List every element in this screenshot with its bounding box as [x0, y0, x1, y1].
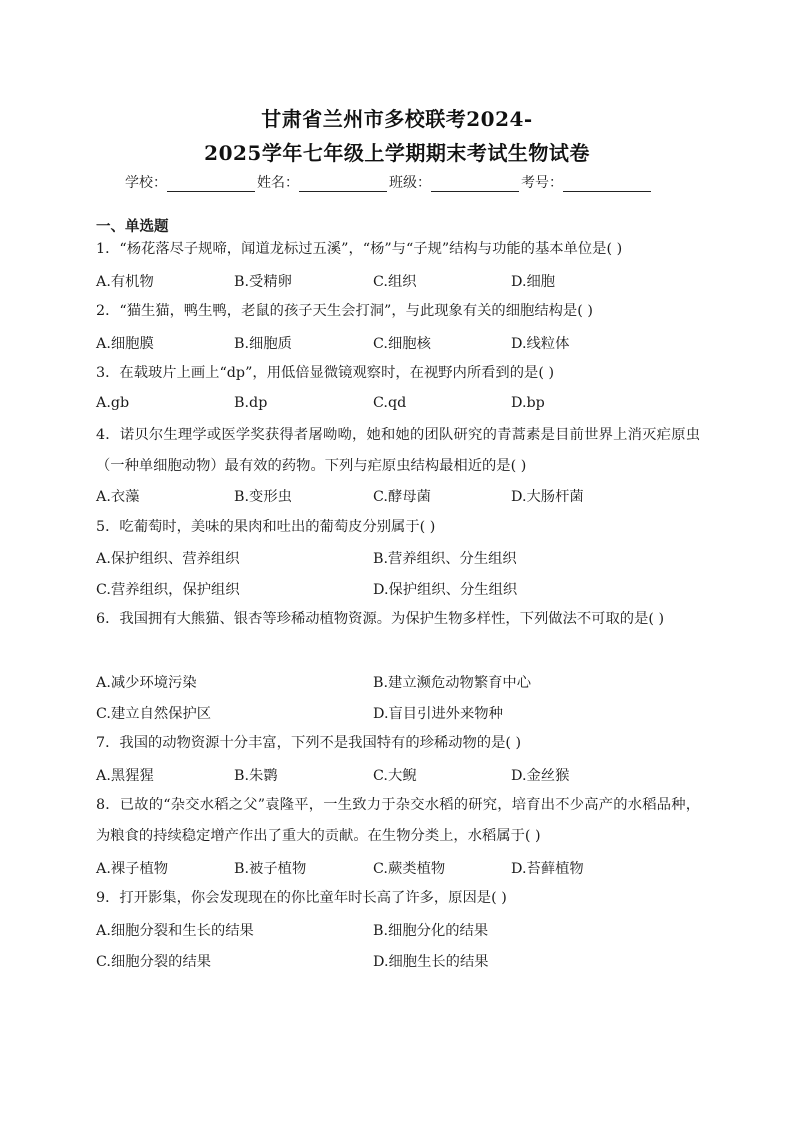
- question-2-option-c[interactable]: C.细胞核: [373, 336, 431, 352]
- question-7-option-d[interactable]: D.金丝猴: [511, 768, 570, 784]
- question-7-text: 7．我国的动物资源十分丰富，下列不是我国特有的珍稀动物的是( ): [96, 735, 522, 751]
- question-5-options-row-1: [96, 548, 716, 572]
- question-7-options: [96, 765, 716, 789]
- question-4-option-c[interactable]: C.酵母菌: [373, 489, 431, 505]
- question-1-option-b[interactable]: B.受精卵: [234, 274, 292, 290]
- question-5-option-a[interactable]: A.保护组织、营养组织: [96, 551, 240, 567]
- question-4-option-a[interactable]: A.衣藻: [96, 489, 140, 505]
- question-2-option-b[interactable]: B.细胞质: [234, 336, 292, 352]
- question-8-option-c[interactable]: C.蕨类植物: [373, 861, 446, 877]
- question-7-option-b[interactable]: B.朱鹮: [234, 768, 278, 784]
- question-4-option-b[interactable]: B.变形虫: [234, 489, 292, 505]
- question-8-option-b[interactable]: B.被子植物: [234, 861, 307, 877]
- question-2-option-a[interactable]: A.细胞膜: [96, 336, 154, 352]
- question-3-options: [96, 395, 716, 419]
- student-info-row: [125, 170, 685, 192]
- question-6-option-c[interactable]: C.建立自然保护区: [96, 706, 212, 722]
- question-9-option-a[interactable]: A.细胞分裂和生长的结果: [96, 923, 254, 939]
- question-1-text: 1．“杨花落尽子规啼，闻道龙标过五溪”，“杨”与“子规”结构与功能的基本单位是( ): [96, 241, 623, 257]
- question-5-options-row-2: [96, 579, 716, 603]
- question-3-text: 3．在载玻片上画上“dp”，用低倍显微镜观察时，在视野内所看到的是( ): [96, 365, 555, 381]
- school-blank[interactable]: [167, 175, 255, 192]
- question-8-option-d[interactable]: D.苔藓植物: [511, 861, 584, 877]
- question-4-text: 4．诺贝尔生理学或医学奖获得者屠呦呦，她和她的团队研究的青蒿素是目前世界上消灭疟原虫（一种单细胞动物）最有效的药物。下列与疟原虫结构最相近的是( ): [96, 427, 700, 474]
- question-1-options: [96, 271, 716, 295]
- question-1-option-d[interactable]: D.细胞: [511, 274, 556, 290]
- question-2-option-d[interactable]: D.线粒体: [511, 336, 570, 352]
- question-3-option-b[interactable]: B.dp: [234, 395, 268, 411]
- question-9-option-c[interactable]: C.细胞分裂的结果: [96, 954, 212, 970]
- question-9-option-d[interactable]: D.细胞生长的结果: [373, 954, 489, 970]
- name-blank[interactable]: [299, 175, 387, 192]
- question-5-option-c[interactable]: C.营养组织，保护组织: [96, 582, 240, 598]
- question-6-option-b[interactable]: B.建立濒危动物繁育中心: [373, 675, 532, 691]
- question-9-options-row-1: [96, 920, 716, 944]
- question-3-option-c[interactable]: C.qd: [373, 395, 407, 411]
- question-9-options-row-2: [96, 951, 716, 975]
- question-8-text: 8．已故的“杂交水稻之父”袁隆平，一生致力于杂交水稻的研究，培育出不少高产的水稻品种，为粮食的持续稳定增产作出了重大的贡献。在生物分类上，水稻属于( ): [96, 797, 700, 844]
- question-4-option-d[interactable]: D.大肠杆菌: [511, 489, 584, 505]
- name-label: 姓名：: [257, 175, 299, 191]
- name-field: [257, 172, 389, 192]
- school-label: 学校：: [125, 175, 167, 191]
- exam-number-label: 考号：: [521, 175, 563, 191]
- question-5-option-b[interactable]: B.营养组织、分生组织: [373, 551, 517, 567]
- question-9-option-b[interactable]: B.细胞分化的结果: [373, 923, 489, 939]
- question-5-option-d[interactable]: D.保护组织、分生组织: [373, 582, 518, 598]
- section-heading: 一、单选题: [96, 219, 169, 235]
- question-5-text: 5．吃葡萄时，美味的果肉和吐出的葡萄皮分别属于( ): [96, 519, 436, 535]
- question-8-options: [96, 858, 716, 882]
- question-8-option-a[interactable]: A.裸子植物: [96, 861, 169, 877]
- question-9-text: 9．打开影集，你会发现现在的你比童年时长高了许多，原因是( ): [96, 890, 507, 906]
- question-1-option-a[interactable]: A.有机物: [96, 274, 154, 290]
- exam-number-field: [521, 172, 653, 192]
- question-6-options-row-2: [96, 703, 716, 727]
- question-4-options: [96, 486, 716, 510]
- class-blank[interactable]: [431, 175, 519, 192]
- question-3-option-d[interactable]: D.bp: [511, 395, 545, 411]
- exam-number-blank[interactable]: [563, 175, 651, 192]
- class-label: 班级：: [389, 175, 431, 191]
- question-2-text: 2．“猫生猫，鸭生鸭，老鼠的孩子天生会打洞”，与此现象有关的细胞结构是( ): [96, 303, 593, 319]
- question-7-option-a[interactable]: A.黑猩猩: [96, 768, 154, 784]
- question-3-option-a[interactable]: A.gb: [96, 395, 130, 411]
- question-1-option-c[interactable]: C.组织: [373, 274, 417, 290]
- school-field: [125, 172, 257, 192]
- question-7-option-c[interactable]: C.大鲵: [373, 768, 417, 784]
- exam-title-line-2: 2025学年七年级上学期期末考试生物试卷: [204, 141, 590, 165]
- question-2-options: [96, 333, 716, 357]
- question-6-text: 6．我国拥有大熊猫、银杏等珍稀动植物资源。为保护生物多样性，下列做法不可取的是( ): [96, 611, 665, 627]
- question-6-option-a[interactable]: A.减少环境污染: [96, 675, 197, 691]
- exam-title-line-1: 甘肃省兰州市多校联考2024-: [261, 107, 533, 131]
- question-6-options-row-1: [96, 672, 716, 696]
- question-6-option-d[interactable]: D.盲目引进外来物种: [373, 706, 503, 722]
- class-field: [389, 172, 521, 192]
